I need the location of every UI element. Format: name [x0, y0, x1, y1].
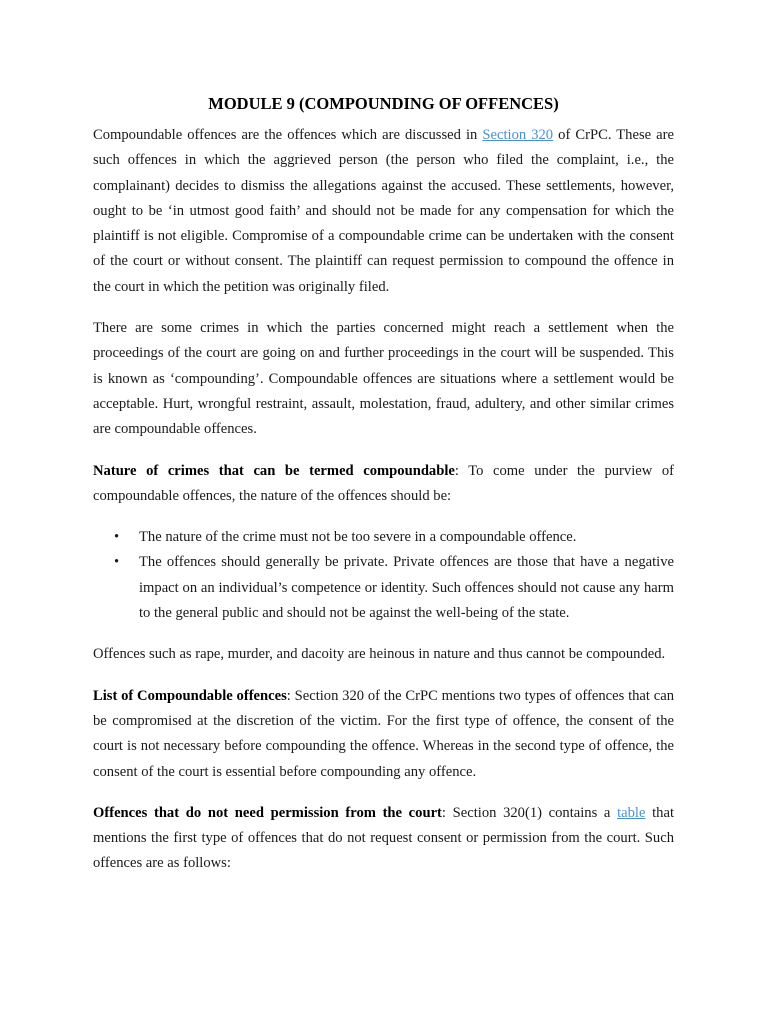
table-link[interactable]: table [617, 804, 646, 821]
permission-text-after: that mentions the first type of offences that do not request consent or permission from the court. Such offences are as follows: [93, 804, 674, 872]
nature-list [93, 525, 674, 626]
list-item [93, 550, 674, 626]
compounding-paragraph: There are some crimes in which the parties concerned might reach a settlement when the proceedings of the court are going on and further proceedings in the court will be suspended. This is known as ‘compounding’. Compoundable offences are situations where a settlement would be acceptable. Hurt, wrongful restraint, assault, molestation, fraud, adultery, and other similar crimes are compoundable offences. [93, 320, 674, 438]
intro-text-before: Compoundable offences are the offences which are discussed in [93, 127, 483, 143]
intro-text-after: of CrPC. These are such offences in which the aggrieved person (the person who filed the complaint, i.e., the complainant) decides to dismiss the allegations against the accused. These settlements, however, ought to be ‘in utmost good faith’ and should not be made for any compensation for which the plaintiff is not eligible. Compromise of a compoundable crime can be undertaken with the consent of the court or without consent. The plaintiff can request permission to compound the offence in the court in which the petition was originally filed. [93, 127, 674, 295]
list-item-text: The nature of the crime must not be too severe in a compoundable offence. [139, 529, 577, 546]
page-title: MODULE 9 (COMPOUNDING OF OFFENCES) [208, 94, 559, 113]
heinous-paragraph: Offences such as rape, murder, and dacoity are heinous in nature and thus cannot be compounded. [93, 646, 666, 663]
permission-text-before: : Section 320(1) contains a [441, 804, 618, 821]
permission-heading: Offences that do not need permission from the court [93, 804, 442, 821]
list-paragraph [93, 684, 674, 785]
list-item [93, 525, 674, 550]
bullet-icon: • [114, 554, 120, 571]
permission-paragraph [93, 801, 674, 877]
document-page [93, 93, 674, 893]
section-320-link[interactable]: Section 320 [482, 127, 554, 143]
nature-paragraph [93, 459, 674, 510]
nature-heading: Nature of crimes that can be termed compoundable [93, 462, 455, 479]
nature-text: : To come under the purview of compoundable offences, the nature of the offences should be: [93, 462, 675, 504]
bullet-icon: • [114, 529, 120, 546]
list-item-text: The offences should generally be private. Private offences are those that have a negative impact on an individual’s competence or identity. Such offences should not cause any harm to the general public and should not be against the well-being of the state. [139, 554, 674, 622]
list-heading: List of Compoundable offences [93, 687, 287, 704]
intro-paragraph [93, 123, 674, 300]
list-text: : Section 320 of the CrPC mentions two types of offences that can be compromised at the discretion of the victim. For the first type of offence, the consent of the court is not necessary before compounding the offence. Whereas in the second type of offence, the consent of the court is essential before compounding any offence. [93, 687, 674, 780]
